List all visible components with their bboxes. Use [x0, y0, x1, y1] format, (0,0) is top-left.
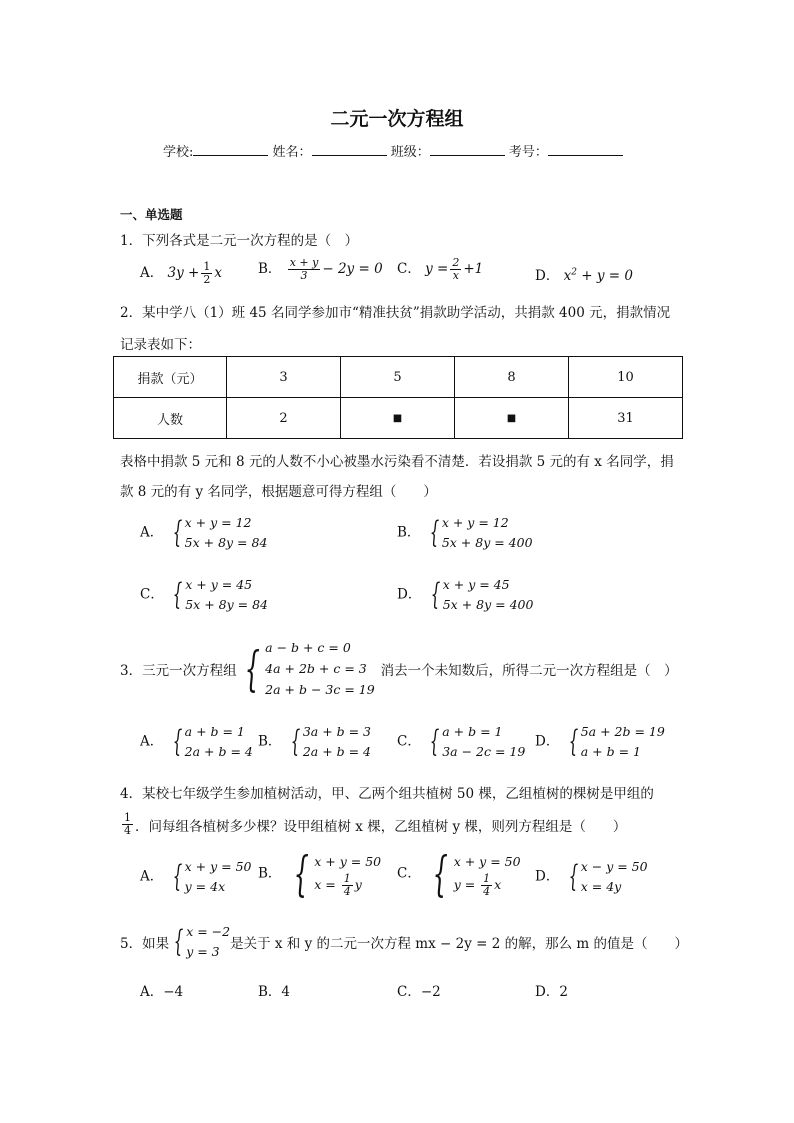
school-label: 学校: [163, 145, 194, 160]
option-label: A． [140, 868, 164, 885]
q4-stem-line2: $\frac{1}{4}$ ．问每组各植树多少棵？设甲组植树 x 棵，乙组植树 y 棵，则列方程组是（ ） [124, 811, 627, 837]
donation-table [113, 356, 683, 439]
q2-option-a[interactable]: A． { x + y = 12 5x + 8y = 84 [140, 515, 268, 550]
table-cell: 捐款（元） [114, 357, 227, 398]
option-label: C． [140, 586, 164, 603]
q5-option-a[interactable]: A．−4 [140, 984, 184, 1000]
q2-option-c[interactable]: C． { x + y = 45 5x + 8y = 84 [140, 577, 268, 612]
q1-option-b[interactable]: B． $\frac{x + y}{3}$ − 2y = 0 [258, 256, 383, 282]
name-label: 姓名： [272, 145, 312, 160]
table-row [114, 357, 683, 398]
q5-option-c[interactable]: C．−2 [397, 984, 441, 1000]
page-title: 二元一次方程组 [330, 108, 464, 130]
table-cell: 人数 [114, 398, 227, 439]
id-blank[interactable] [548, 142, 623, 156]
q3-option-b[interactable]: B． { 3a + b = 3 2a + b = 4 [258, 724, 372, 759]
option-label: D． [397, 586, 422, 603]
q3-stem: 3．三元一次方程组 { a − b + c = 0 4a + 2b + c = 3 2a + b − 3c = 19 消去一个未知数后，所得二元一次方程组是（ ） [120, 640, 678, 697]
q1-stem: 1．下列各式是二元一次方程的是（ ） [120, 233, 359, 249]
q5-option-b[interactable]: B．4 [258, 984, 291, 1000]
table-cell: 5 [341, 357, 455, 398]
table-cell: 31 [569, 398, 683, 439]
q2-stem-line2: 记录表如下： [120, 337, 201, 353]
q3-option-a[interactable]: A． { a + b = 1 2a + b = 4 [140, 724, 253, 759]
q1-option-a[interactable]: A． 3y + $\frac{1}{2}$ x [140, 260, 222, 286]
table-cell: 2 [227, 398, 341, 439]
table-cell: 8 [455, 357, 569, 398]
q4-option-c[interactable]: C． { x + y = 50 y = $\frac{1}{4}$ x [397, 846, 521, 902]
option-label: B． [258, 733, 282, 750]
option-label: B． [258, 865, 282, 882]
q1-option-c[interactable]: C． y = $\frac{2}{x}$ +1 [397, 256, 484, 282]
q3-option-d[interactable]: D． { 5a + 2b = 19 a + b = 1 [535, 724, 665, 759]
q4-option-b[interactable]: B． { x + y = 50 x = $\frac{1}{4}$ y [258, 846, 382, 902]
option-label: A． [140, 524, 164, 541]
option-label: A． [140, 265, 164, 281]
option-label: B． [397, 524, 421, 541]
table-cell: 10 [569, 357, 683, 398]
q4-option-d[interactable]: D． { x − y = 50 x = 4y [535, 859, 648, 894]
table-cell: ■ [455, 398, 569, 439]
q1-option-d[interactable]: D． $x^2 + y = 0$ [535, 267, 633, 284]
option-label: D． [535, 733, 560, 750]
option-label: D． [535, 868, 560, 885]
name-blank[interactable] [312, 142, 387, 156]
table-row [114, 398, 683, 439]
option-label: C． [397, 865, 421, 882]
option-label: B． [258, 261, 282, 277]
q5-stem: 5．如果 { x = −2 y = 3 是关于 x 和 y 的二元一次方程 mx − 2y = 2 的解，那么 m 的值是（ ） [120, 924, 688, 959]
q2-after-line1: 表格中捐款 5 元和 8 元的人数不小心被墨水污染看不清楚．若设捐款 5 元的有 x 名同学，捐 [120, 454, 674, 470]
option-label: D． [535, 268, 560, 284]
q4-option-a[interactable]: A． { x + y = 50 y = 4x [140, 859, 252, 894]
id-label: 考号： [508, 145, 548, 160]
student-info [163, 141, 623, 160]
q2-after-line2: 款 8 元的有 y 名同学，根据题意可得方程组（ ） [120, 484, 437, 500]
section-heading: 一、单选题 [120, 207, 183, 222]
class-label: 班级： [390, 145, 430, 160]
q2-option-d[interactable]: D． { x + y = 45 5x + 8y = 400 [397, 577, 534, 612]
class-blank[interactable] [430, 142, 505, 156]
table-cell: ■ [341, 398, 455, 439]
table-cell: 3 [227, 357, 341, 398]
q4-stem-line1: 4．某校七年级学生参加植树活动，甲、乙两个组共植树 50 棵，乙组植树的棵树是甲组的 [120, 786, 654, 802]
q2-stem-line1: 2．某中学八（1）班 45 名同学参加市“精准扶贫”捐款助学活动，共捐款 400 元，捐款情况 [120, 305, 671, 321]
option-label: A． [140, 733, 164, 750]
school-blank[interactable] [193, 142, 268, 156]
q3-option-c[interactable]: C． { a + b = 1 3a − 2c = 19 [397, 724, 526, 759]
option-label: C． [397, 733, 421, 750]
q5-option-d[interactable]: D．2 [535, 984, 568, 1000]
q2-option-b[interactable]: B． { x + y = 12 5x + 8y = 400 [397, 515, 533, 550]
option-label: C． [397, 261, 421, 277]
